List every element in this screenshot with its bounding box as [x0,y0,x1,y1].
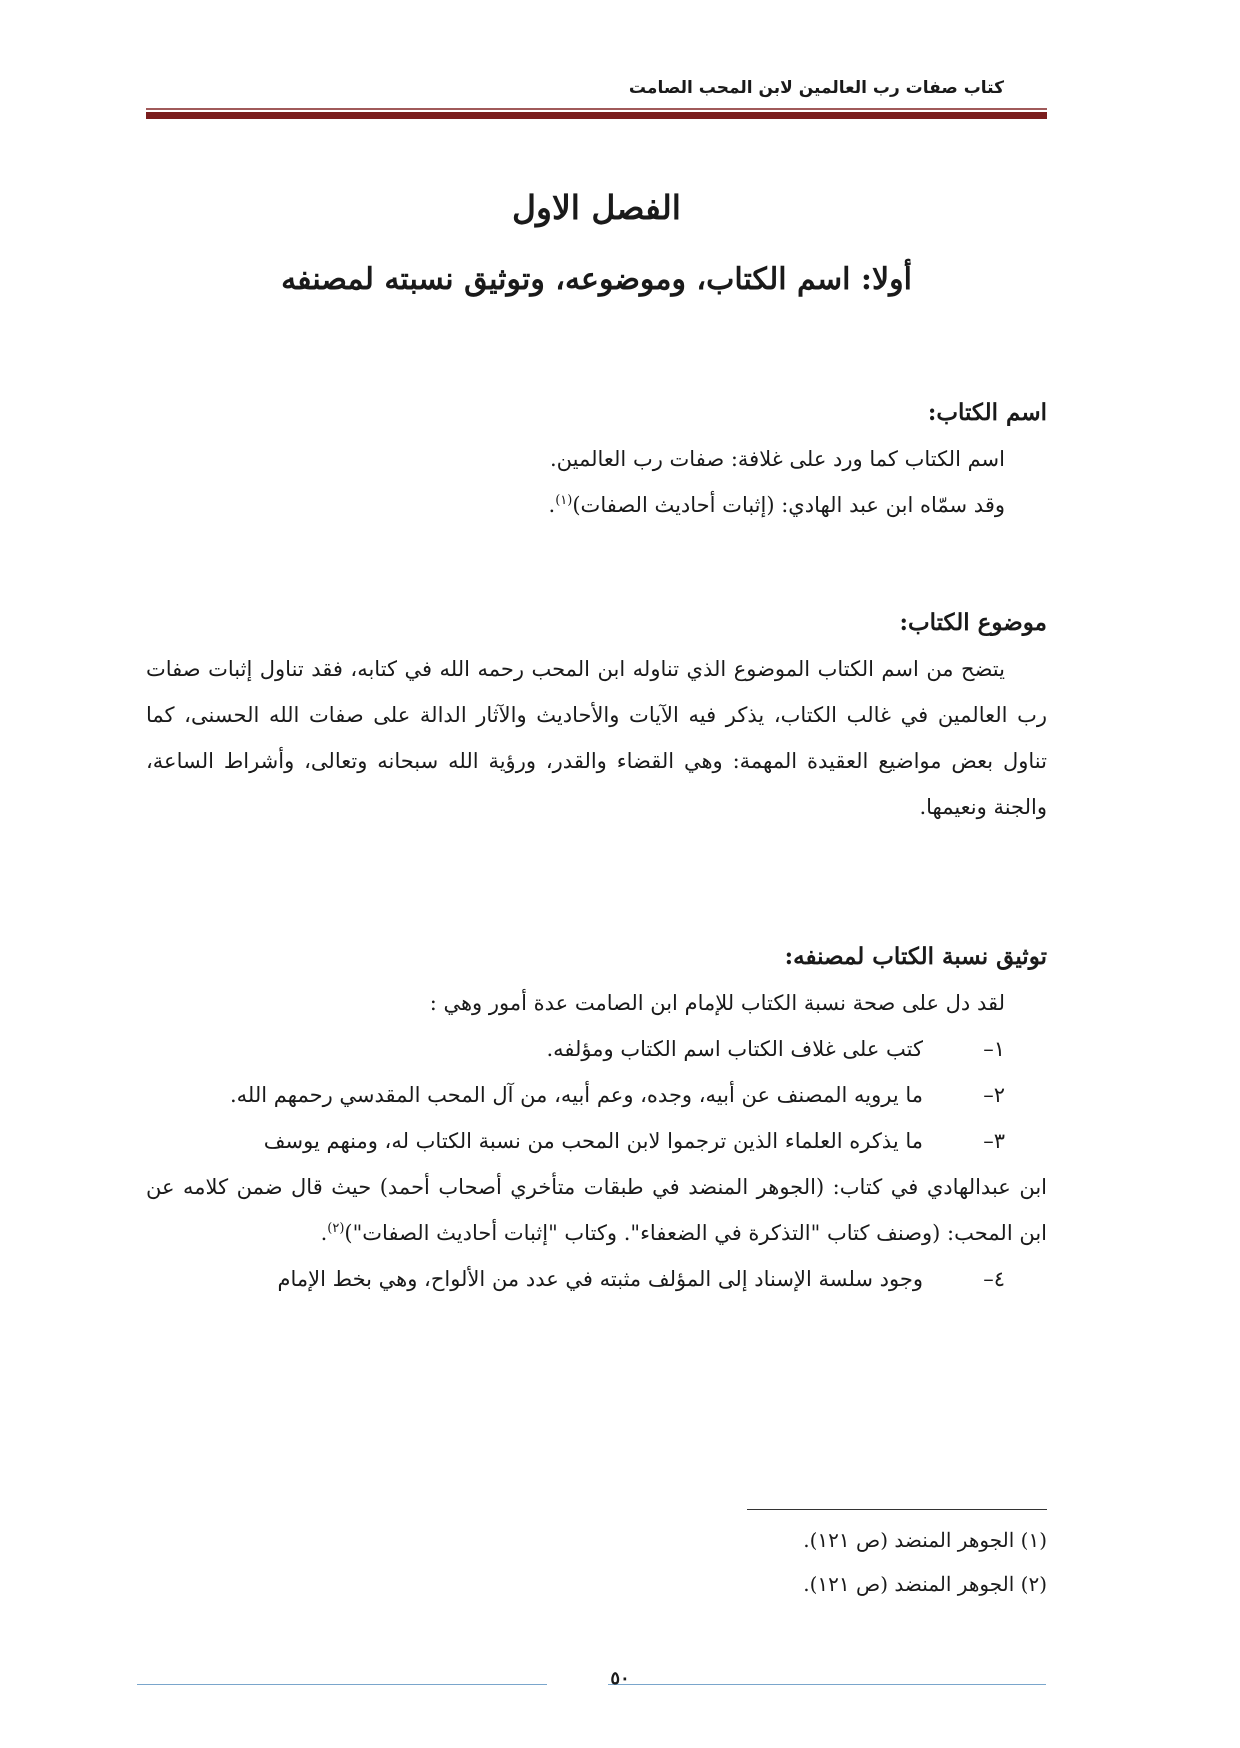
list-item-3-end: . [320,1221,328,1245]
book-name-line-2-end: . [548,493,556,517]
attribution-section [146,934,1047,1302]
header-rule-thin [146,108,1047,110]
book-subject-heading: موضوع الكتاب: [899,609,1047,636]
page-number: ٥٠ [610,1668,630,1689]
section-title: أولا: اسم الكتاب، وموضوعه، وتوثيق نسبته لمصنفه [281,262,912,297]
book-name-line-1: اسم الكتاب كما ورد على غلافة: صفات رب العالمين. [549,447,1005,471]
list-item-1 [146,1026,1047,1072]
list-item-3-continuation [146,1164,1047,1256]
list-item-text: ما يرويه المصنف عن أبيه، وجده، وعم أبيه، من آل المحب المقدسي رحمهم الله. [230,1083,923,1107]
chapter-title: الفصل الاول [512,188,681,227]
header-rule-thick [146,112,1047,119]
list-item-number: ٤– [983,1267,1005,1291]
attribution-intro: لقد دل على صحة نسبة الكتاب للإمام ابن الصامت عدة أمور وهي : [429,991,1005,1015]
list-item-3-continuation-text: ابن عبدالهادي في كتاب: (الجوهر المنضد في طبقات متأخري أصحاب أحمد) حيث قال ضمن كلامه عن ابن المحب: (وصنف كتاب "التذكرة في الضعفاء". وكتاب "إثبات أحاديث الصفات") [146,1175,1047,1245]
footnote-ref-2: (٢) [327,1221,345,1236]
attribution-heading: توثيق نسبة الكتاب لمصنفه: [784,943,1047,970]
list-item-number: ٢– [983,1083,1005,1107]
list-item-number: ٣– [983,1129,1005,1153]
book-name-heading: اسم الكتاب: [927,399,1047,426]
footnote-ref-1: (١) [555,493,573,508]
running-header-title: كتاب صفات رب العالمين لابن المحب الصامت [628,78,1004,98]
book-subject-paragraph: يتضح من اسم الكتاب الموضوع الذي تناوله ابن المحب رحمه الله في كتابه، فقد تناول إثبات صفات رب العالمين في غالب الكتاب، يذكر فيه الآيات والأحاديث والآثار الدالة على صفات الله الحسنى، كما تناول بعض مواضيع العقيدة المهمة: وهي القضاء والقدر، ورؤية الله سبحانه وتعالى، وأشراط الساعة، والجنة ونعيمها. [146,657,1047,819]
list-item-text: كتب على غلاف الكتاب اسم الكتاب ومؤلفه. [546,1037,923,1061]
footnote-2: (٢) الجوهر المنضد (ص ١٢١). [803,1572,1047,1596]
list-item-number: ١– [983,1037,1005,1061]
list-item-text: وجود سلسة الإسناد إلى المؤلف مثبته في عدد من الألواح، وهي بخط الإمام [277,1267,923,1291]
list-item-4 [146,1256,1047,1302]
book-subject-section [146,600,1047,830]
book-name-section [146,390,1047,528]
list-item-3 [146,1118,1047,1164]
footnote-1: (١) الجوهر المنضد (ص ١٢١). [803,1528,1047,1552]
book-name-line-2-text: وقد سمّاه ابن عبد الهادي: (إثبات أحاديث الصفات) [572,493,1005,517]
footnote-separator [747,1509,1047,1510]
list-item-2 [146,1072,1047,1118]
book-name-line-2 [146,482,1047,528]
list-item-text: ما يذكره العلماء الذين ترجموا لابن المحب من نسبة الكتاب له، ومنهم يوسف [263,1129,923,1153]
